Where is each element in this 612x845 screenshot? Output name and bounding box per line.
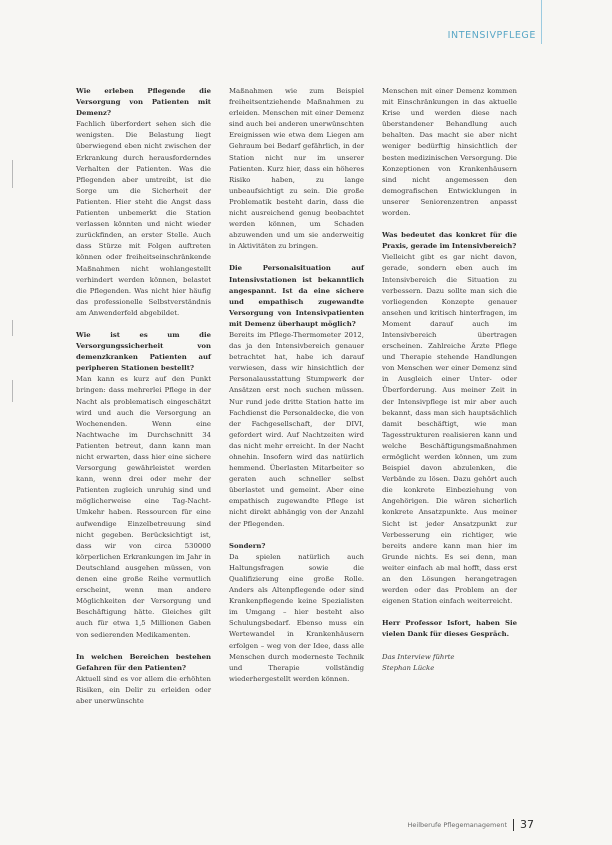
question-heading: Die Personalsituation auf Intensivstationen ist bekanntlich angespannt. Ist da eine sichere und empathisch zugewandte Versorgung von Intensivpatienten mit Demenz überhaupt möglich? [229, 264, 364, 328]
question-heading: Sondern? [229, 541, 266, 550]
text-column-1 [76, 86, 211, 707]
page-number: 37 [520, 818, 534, 831]
margin-mark [12, 380, 13, 402]
answer-paragraph: Vielleicht gibt es gar nicht davon, gerade, sondern eben auch im Intensivbereich die Situation zu verbessern. Dazu sollte man sich die vorliegenden Konzepte genauer ansehen und kritisch hinterfragen, im Moment darauf auch im Intensivbereich übertragen erscheinen. Zahlreiche Ärzte Pflege und Therapie stehende Handlungen von Menschen wer einer Demenz sind in Ausgleich einer Unter- oder Überforderung. Aus meiner Zeit in der Intensivpflege ist mir aber auch bekannt, dass man sich hauptsächlich damit beschäftigt, wie man Tagesstrukturen realisieren kann und welche Beschäftigungsmaßnahmen ermöglicht werden können, um zum Beispiel davon abzulenken, die Verbände zu lösen. Dazu gehört auch die konkrete Einbeziehung von Angehörigen. Die wären sicherlich konkrete Ansatzpunkte. Aus meiner Sicht ist jeder Ansatzpunkt zur Verbesserung ein richtiger, wie bereits andere kann man hier im Grunde nichts. Es sei denn, man weiter einfach ab mal hofft, dass erst an den Lösungen herangetragen werden oder das Problem an der eigenen Station einfach weiterreicht. [382, 253, 517, 606]
question-heading: Wie ist es um die Versorgungssicherheit von demenzkranken Patienten auf peripheren Stationen bestellt? [76, 330, 211, 373]
answer-paragraph: Maßnahmen wie zum Beispiel freiheitsentziehende Maßnahmen zu erleiden. Menschen mit einer Demenz sind auch bei anderen unerwünschten Ereignissen wie etwa dem Liegen am Gehraum bei Bedarf gefährlich, in der Station nicht nur im unserer Patienten. Kurz hier, dass ein höheres Risiko haben, zu lange unbeaufsichtigt zu sein. Die große Problematik besteht darin, dass die nicht ausreichend genug beobachtet werden können, um Schaden abzuwenden und um sie anderweitig in Aktivitäten zu bringen. [229, 87, 364, 251]
text-column-3 [382, 86, 517, 674]
answer-paragraph: Menschen mit einer Demenz kommen mit Einschränkungen in das aktuelle Krise und werden diese nach überstandener Behandlung auch behalten. Das macht sie aber nicht weniger bedürftig hinsichtlich der besten medizinischen Versorgung. Die Konzeptionen von Krankenhäusern sind nicht angemessen den demografischen Entwicklungen in unserer Seniorenzentren anpasst worden. [382, 87, 517, 218]
question-heading: Was bedeutet das konkret für die Praxis, gerade im Intensivbereich? [382, 231, 517, 251]
question-heading: Wie erleben Pflegende die Versorgung von Patienten mit Demenz? [76, 87, 211, 118]
answer-paragraph: Fachlich überfordert sehen sich die wenigsten. Die Belastung liegt überwiegend eben nicht zwischen der Erkrankung durch herausforderndes Verhalten der Patienten. Was die Pflegenden aber umtreibt, ist die Sorge um die Sicherheit der Patienten. Hier steht die Angst dass Patienten unbemerkt die Station verlassen könnten und nicht wieder zurückfinden, an erster Stelle. Auch dass Stürze mit Folgen auftreten können oder freiheitseinschränkende Maßnahmen nicht wohlangestellt verhindert werden können, belastet die Pflegenden. Was nicht hier häufig das professionelle Selbstverständnis am Anwenderfeld abgebildet. [76, 120, 211, 317]
answer-paragraph: Man kann es kurz auf den Punkt bringen: dass mehrerlei Pflege in der Nacht als problematisch eingeschätzt wird und auch die Versorgung an Wochenenden. Wenn eine Nachtwache im Durchschnitt 34 Patienten betreut, dann kann man nicht erwarten, dass hier eine sichere Versorgung gewährleistet werden kann, wenn drei oder mehr der Patienten zugleich unruhig sind und möglicherweise eine Tag-Nacht-Umkehr haben. Ressourcen für eine aufwendige Einzelbetreuung sind nicht gegeben. Berücksichtigt ist, dass wir von circa 530000 körperlichen Erkrankungen im Jahr in Deutschland ausgehen müssen, von denen eine große Reihe vermutlich erscheint, wenn man andere Möglichkeiten der Versorgung und Beschäftigung hätte. Gleiches gilt auch für etwa 1,5 Millionen Gaben von sedierenden Medikamenten. [76, 375, 211, 639]
margin-mark [12, 160, 13, 188]
page-footer [408, 818, 534, 831]
header-rule [541, 0, 542, 44]
section-header: INTENSIVPFLEGE [447, 30, 536, 41]
answer-paragraph: Da spielen natürlich auch Haltungsfragen sowie die Qualifizierung eine große Rolle. Anders als Altenpflegende oder sind Krankenpflegende keine Spezialisten im Umgang – hier besteht also Schulungsbedarf. Ebenso muss ein Wertewandel in Krankenhäusern erfolgen – weg von der Idee, dass alle Menschen durch moderneste Technik und Therapie vollständig wiederhergestellt werden können. [229, 552, 364, 683]
margin-mark [12, 320, 13, 336]
answer-paragraph: Aktuell sind es vor allem die erhöhten Risiken, ein Delir zu erleiden oder aber unerwünschte [76, 674, 211, 705]
closing-thanks: Herr Professor Isfort, haben Sie vielen Dank für dieses Gespräch. [382, 619, 517, 639]
answer-paragraph: Bereits im Pflege-Thermometer 2012, das ja den Intensivbereich genauer betrachtet hat, habe ich darauf verwiesen, dass wir hinsichtlich der Personalausstattung Stumpwerk der Ansätzen erst noch suchen müssen. Nur rund jede dritte Station hatte im Fachdienst die Personaldecke, die von der Fachgesellschaft, der DIVI, gefordert wird. Auf Nachtzeiten wird das nicht mehr erreicht. In der Nacht ohnehin. Insofern wird das natürlich hemmend. Überlasten Mitarbeiter so geraten auch schneller selbst überlastet und gemeint. Aber eine empathisch zugewandte Pflege ist nicht direkt abhängig von der Anzahl der Pflegenden. [229, 330, 364, 528]
interviewer-credit: Das Interview führte [382, 652, 455, 661]
footer-divider [513, 819, 514, 831]
text-column-2 [229, 86, 364, 685]
question-heading: In welchen Bereichen bestehen Gefahren für den Patienten? [76, 652, 211, 672]
interviewer-name: Stephan Lücke [382, 663, 435, 672]
magazine-name: Heilberufe Pflegemanagement [407, 820, 507, 829]
